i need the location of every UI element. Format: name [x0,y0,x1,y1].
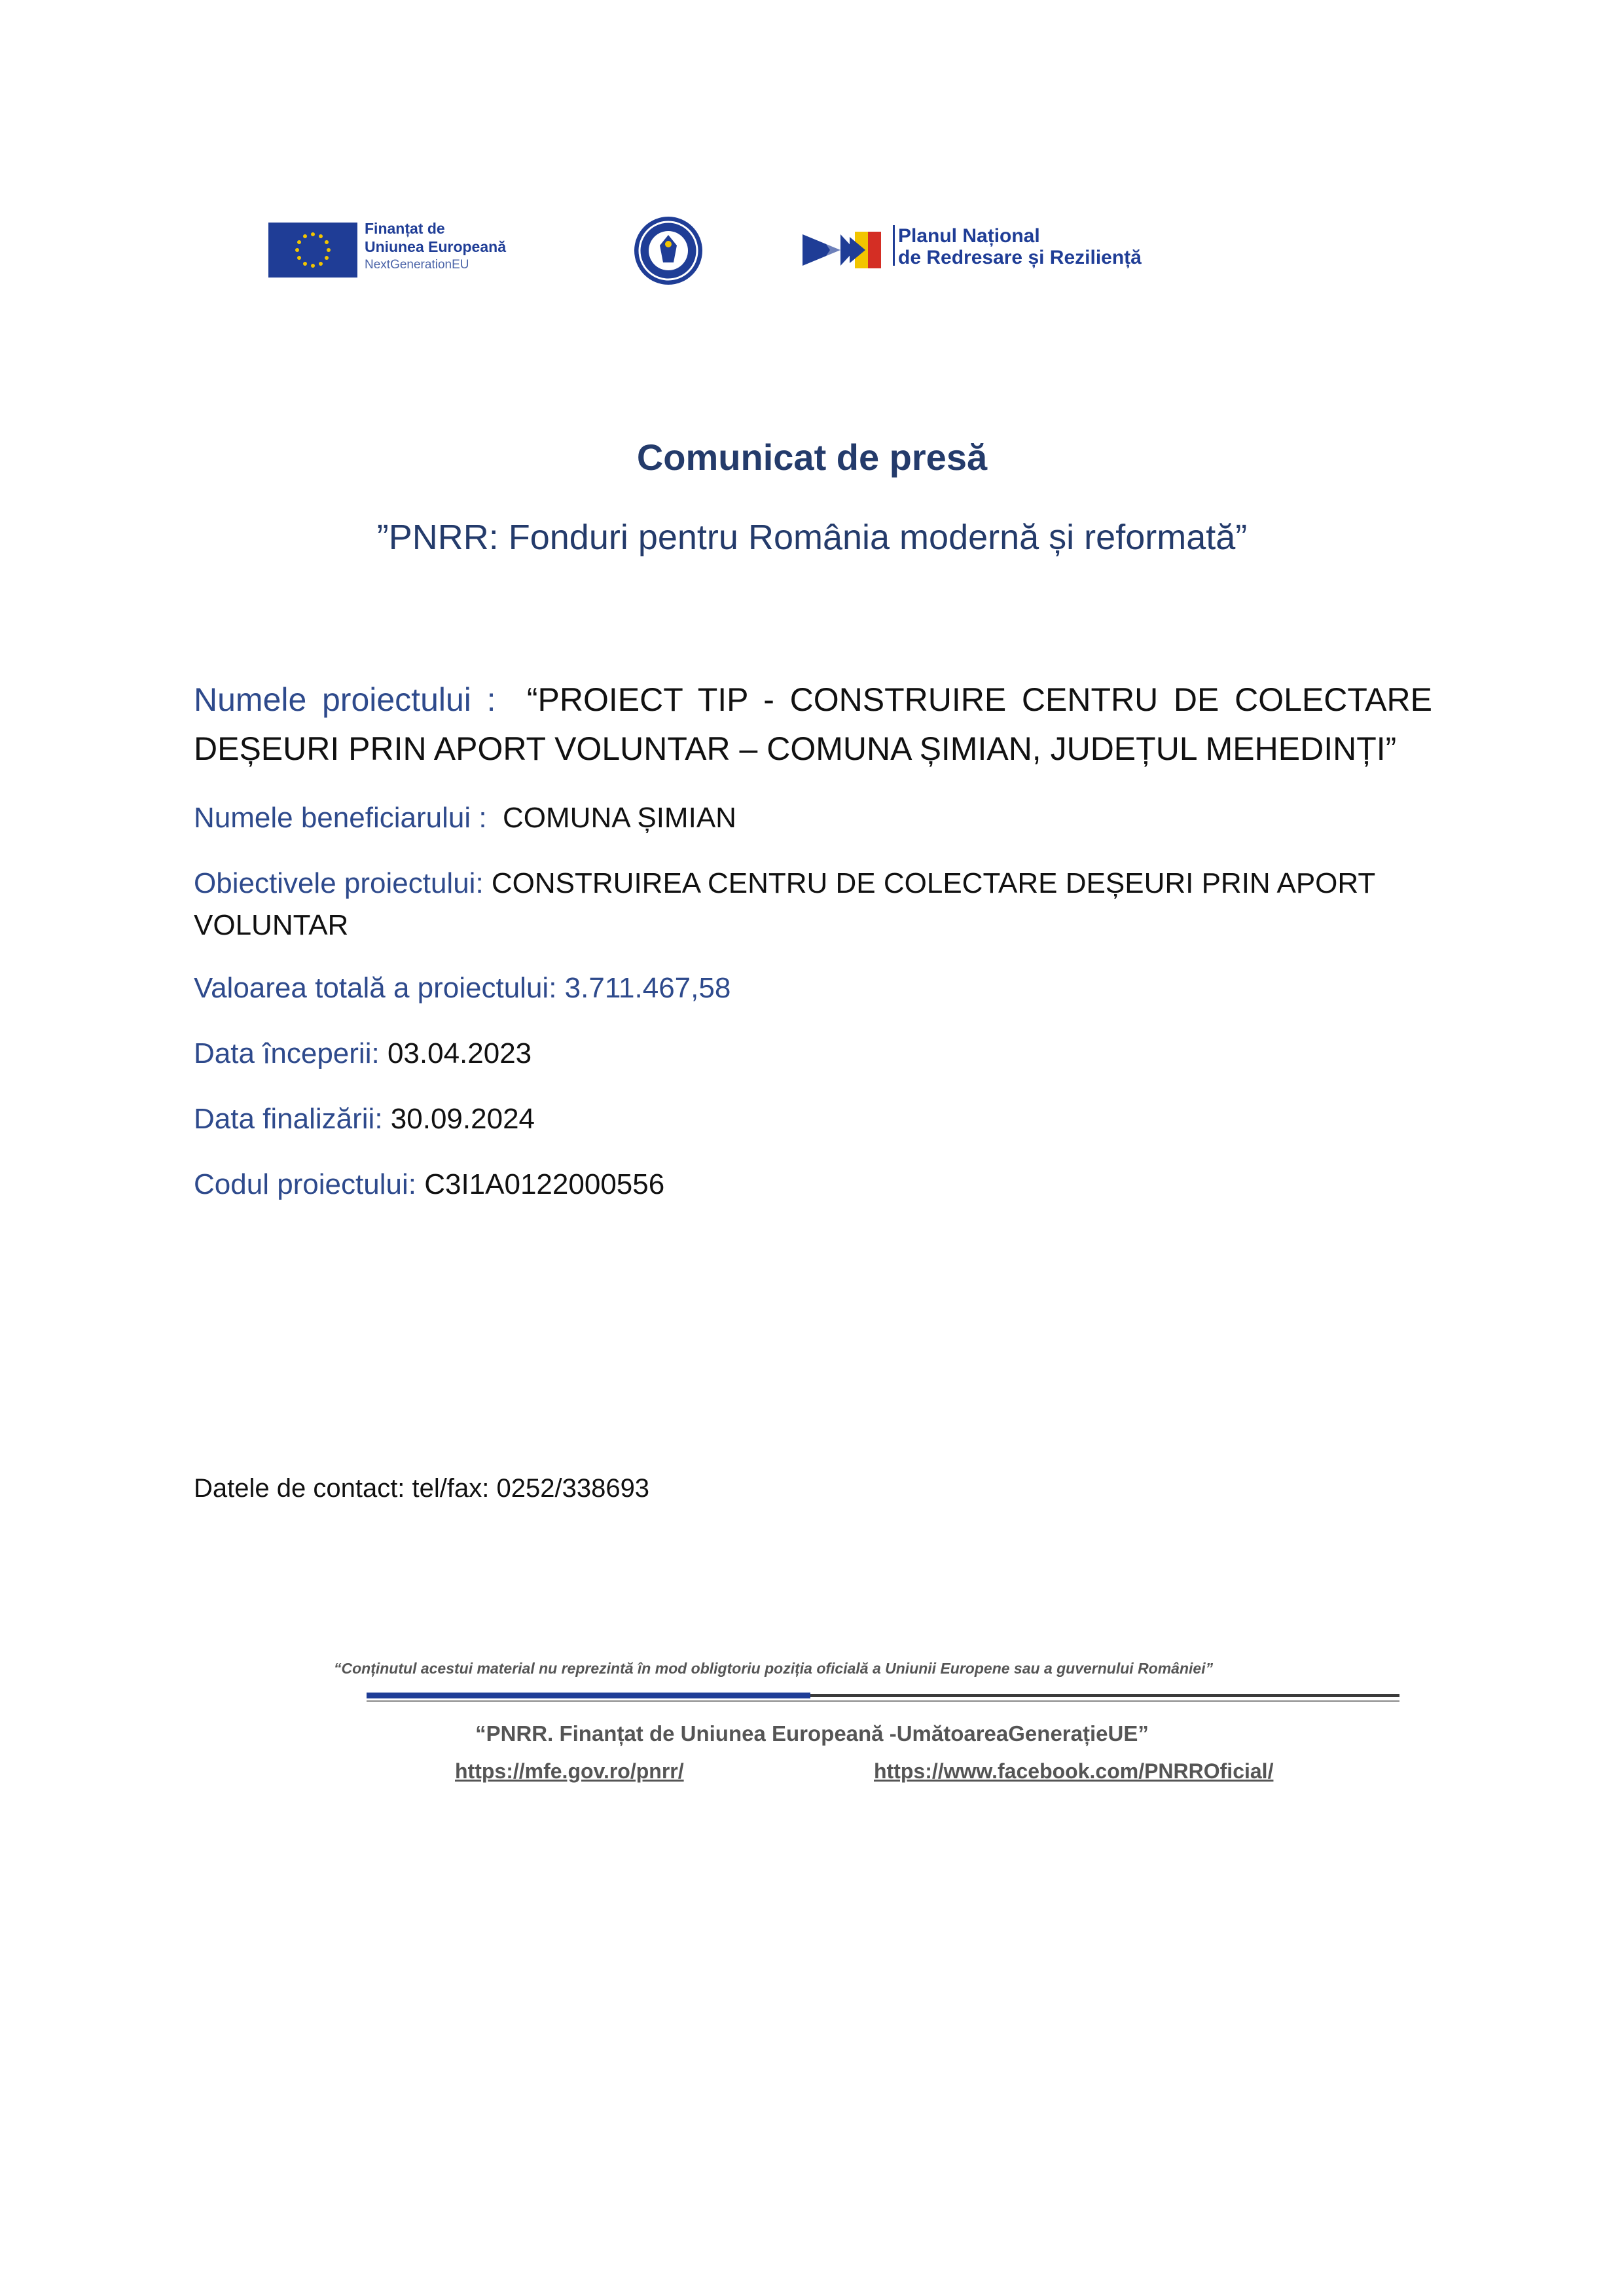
pnrr-line-1: Planul Național [898,225,1040,247]
objectives-value: CONSTRUIREA CENTRU DE COLECTARE DEȘEURI PRIN APORT VOLUNTAR [194,867,1375,941]
romanian-government-seal-icon [630,215,707,286]
start-date-label: Data începerii: [194,1037,380,1069]
objectives-label: Obiectivele proiectului: [194,867,484,899]
page-subtitle: ”PNRR: Fonduri pentru România modernă și reformată” [376,518,1248,557]
project-code-value: C3I1A0122000556 [424,1168,665,1200]
disclaimer-text: “Conținutul acestui material nu reprezintă în mod obligtoriu poziția oficială a Uniunii Europene sau a guvernului României” [334,1660,1214,1677]
pnrr-line-2: de Redresare și Reziliență [898,247,1142,268]
pnrr-divider [893,225,895,266]
eu-line-2: Uniunea Europeană [365,238,506,255]
start-date-field [194,1033,1437,1075]
eu-line-3: NextGenerationEU [365,258,469,272]
pnrr-label [898,225,1142,268]
eu-flag-icon [268,223,357,278]
footer-rule-blue [367,1693,810,1698]
contact-info: Datele de contact: tel/fax: 0252/338693 [194,1474,650,1503]
project-code-label: Codul proiectului: [194,1168,416,1200]
start-date-value: 03.04.2023 [387,1037,532,1069]
beneficiary-label: Numele beneficiarului : [194,802,487,834]
footer-slogan: “PNRR. Finanțat de Uniunea Europeană -UmătoareaGenerațieUE” [475,1721,1149,1746]
mfe-link[interactable]: https://mfe.gov.ro/pnrr/ [455,1759,684,1783]
project-code-field [194,1164,1437,1206]
footer-rule-gray [810,1694,1399,1697]
project-name-value: “PROIECT TIP - CONSTRUIRE CENTRU DE COLECTARE DEȘEURI PRIN APORT VOLUNTAR – COMUNA ȘIMIAN, JUDEȚUL MEHEDINȚI” [194,681,1432,767]
end-date-field [194,1098,1437,1140]
project-name-label: Numele proiectului : [194,681,496,718]
beneficiary-value: COMUNA ȘIMIAN [503,802,736,834]
total-value-field [194,967,1437,1009]
eu-line-1: Finanțat de [365,220,445,237]
total-value-text: Valoarea totală a proiectului: 3.711.467,58 [194,972,731,1004]
objectives-field [194,863,1437,946]
beneficiary-field [194,797,1437,839]
footer-rule-underline [367,1700,1399,1702]
end-date-value: 30.09.2024 [390,1103,535,1135]
page-title: Comunicat de presă [636,437,988,478]
end-date-label: Data finalizării: [194,1103,383,1135]
eu-funding-label [365,219,506,274]
logo-bar [0,0,1624,301]
facebook-link[interactable]: https://www.facebook.com/PNRROficial/ [874,1759,1274,1783]
project-name-field [194,675,1432,774]
pnrr-logo-icon [800,223,892,278]
